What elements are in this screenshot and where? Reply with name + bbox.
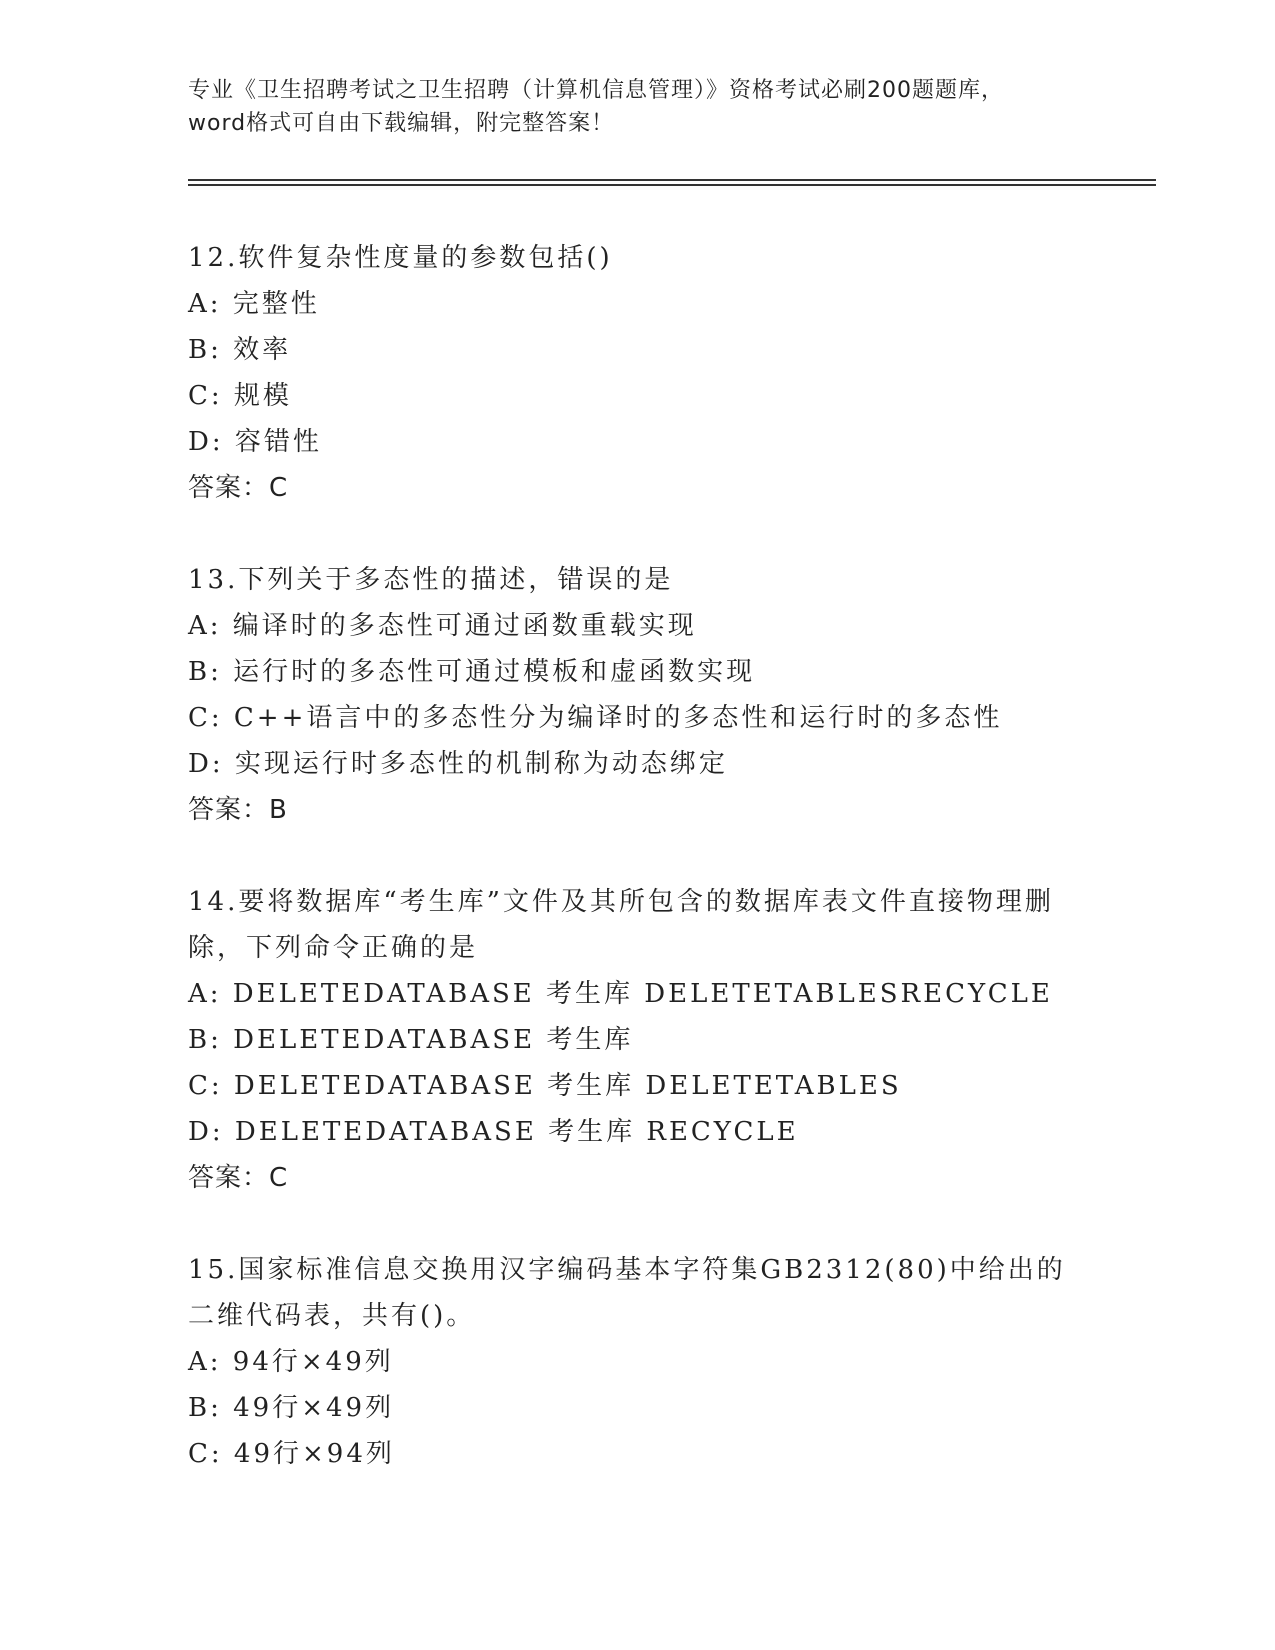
question-stem: 14.要将数据库“考生库”文件及其所包含的数据库表文件直接物理删除，下列命令正确的是: [188, 887, 1054, 963]
document-header: [188, 74, 1088, 140]
option-b: B: 运行时的多态性可通过模板和虚函数实现: [188, 657, 756, 687]
option-c: C: 规模: [188, 381, 292, 411]
option-a: A: 编译时的多态性可通过函数重载实现: [188, 611, 697, 641]
option-d: D: DELETEDATABASE 考生库 RECYCLE: [188, 1117, 799, 1147]
answer-text: 答案：B: [188, 795, 288, 825]
option-a: A: DELETEDATABASE 考生库 DELETETABLESRECYCLE: [188, 979, 1053, 1009]
option-b: B: DELETEDATABASE 考生库: [188, 1025, 634, 1055]
option-c: C: 49行×94列: [188, 1439, 395, 1469]
question-14: [188, 879, 1088, 1201]
answer-text: 答案：C: [188, 1163, 289, 1193]
question-stem: 13.下列关于多态性的描述，错误的是: [188, 565, 674, 595]
question-stem: 15.国家标准信息交换用汉字编码基本字符集GB2312(80)中给出的二维代码表，共有()。: [188, 1255, 1066, 1331]
question-list: [188, 235, 1088, 1523]
question-15: [188, 1247, 1088, 1477]
header-title-line-1: 专业《卫生招聘考试之卫生招聘（计算机信息管理）》资格考试必刷200题题库，: [188, 78, 1004, 103]
header-divider-top: [188, 179, 1156, 181]
option-a: A: 94行×49列: [188, 1347, 394, 1377]
answer-text: 答案：C: [188, 473, 289, 503]
option-d: D: 容错性: [188, 427, 322, 457]
question-stem: 12.软件复杂性度量的参数包括(): [188, 243, 613, 273]
option-c: C: C++语言中的多态性分为编译时的多态性和运行时的多态性: [188, 703, 1003, 733]
header-title-line-2: word格式可自由下载编辑，附完整答案！: [188, 111, 615, 136]
option-d: D: 实现运行时多态性的机制称为动态绑定: [188, 749, 728, 779]
option-c: C: DELETEDATABASE 考生库 DELETETABLES: [188, 1071, 902, 1101]
header-divider-bottom: [188, 184, 1156, 186]
option-b: B: 效率: [188, 335, 292, 365]
option-b: B: 49行×49列: [188, 1393, 395, 1423]
question-12: [188, 235, 1088, 511]
option-a: A: 完整性: [188, 289, 320, 319]
question-13: [188, 557, 1088, 833]
